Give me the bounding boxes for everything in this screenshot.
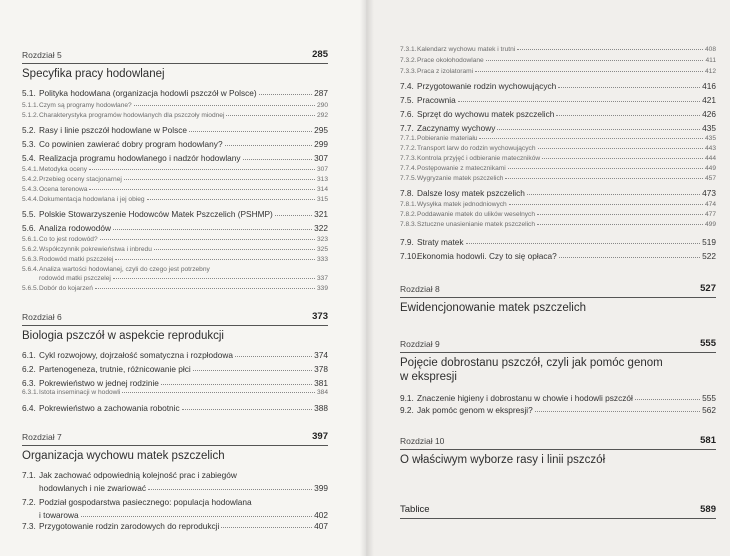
toc-entry-title: Pobieranie materiału xyxy=(417,135,478,142)
toc-entry-title: Podział gospodarstwa pasiecznego: populacja hodowlana xyxy=(39,497,252,507)
toc-entry-number: 7.5. xyxy=(400,95,414,105)
toc-entry-title: Przebieg oceny stacjonarnej xyxy=(39,176,122,183)
toc-entry-title: Pokrewieństwo w jednej rodzinie xyxy=(39,378,159,388)
toc-entry-title: Analiza rodowodów xyxy=(39,223,111,233)
toc-entry-number: 5.1.1. xyxy=(22,102,39,109)
toc-entry-title: Wygryzanie matek pszczelich xyxy=(417,175,504,182)
toc-entry-number: 7.1. xyxy=(22,470,36,480)
toc-entry-title: Prace okołohodowlane xyxy=(417,57,484,64)
toc-entry-page: 333 xyxy=(316,256,328,263)
toc-entry-page: 443 xyxy=(704,145,716,152)
chapter-page: 527 xyxy=(700,283,716,294)
toc-entry xyxy=(400,66,716,75)
toc-entry-page: 519 xyxy=(702,237,716,247)
toc-entry-page: 412 xyxy=(704,68,716,75)
chapter-title: Biologia pszczół w aspekcie reprodukcji xyxy=(22,330,224,342)
toc-entry-title: Realizacja programu hodowlanego i nadzór hodowlany xyxy=(39,153,241,163)
chapter-rule xyxy=(22,325,328,326)
toc-entry xyxy=(22,283,328,292)
toc-entry xyxy=(400,199,716,208)
toc-entry-page: 562 xyxy=(702,405,716,415)
book-gutter xyxy=(360,0,374,556)
toc-entry-page: 322 xyxy=(314,223,328,233)
toc-entry-page: 474 xyxy=(704,201,716,208)
toc-entry-page: 411 xyxy=(705,57,716,64)
toc-dot-leader xyxy=(458,101,700,102)
toc-entry xyxy=(22,152,328,163)
toc-entry-page: 339 xyxy=(316,285,328,292)
toc-dot-leader xyxy=(508,168,703,169)
toc-entry-number: 5.6.1. xyxy=(22,236,39,243)
toc-entry-title: i towarowa xyxy=(39,510,79,520)
toc-entry-page: 555 xyxy=(702,393,716,403)
toc-entry-page: 337 xyxy=(316,275,328,282)
toc-entry xyxy=(22,208,328,219)
toc-dot-leader xyxy=(542,158,703,159)
toc-entry xyxy=(400,404,716,415)
toc-entry xyxy=(400,219,716,228)
toc-entry-page: 314 xyxy=(316,186,328,193)
toc-entry-number: 7.4. xyxy=(400,81,414,91)
toc-entry-title: Współczynnik pokrewieństwa i inbredu xyxy=(39,246,152,253)
chapter-number: Rozdział 9 xyxy=(400,339,440,349)
tablice-label: Tablice xyxy=(400,504,430,515)
toc-entry-title: Kalendarz wychowu matek i trutni xyxy=(417,46,516,53)
toc-dot-leader xyxy=(148,489,312,490)
toc-entry-title: Pracownia xyxy=(417,95,456,105)
toc-dot-leader xyxy=(479,138,703,139)
toc-entry-title: Charakterystyka programów hodowlanych dla pszczoły miodnej xyxy=(39,112,225,119)
toc-entry xyxy=(400,143,716,152)
chapter-rule xyxy=(400,297,716,298)
toc-dot-leader xyxy=(235,356,312,357)
toc-entry-number: 5.4.1. xyxy=(22,166,39,173)
toc-entry xyxy=(22,138,328,149)
toc-entry-number: 7.6. xyxy=(400,109,414,119)
toc-entry-page: 449 xyxy=(704,165,716,172)
chapter-rule xyxy=(22,63,328,64)
chapter-6-header xyxy=(22,312,328,343)
toc-entry-title: Istota inseminacji w hodowli xyxy=(39,389,121,396)
toc-dot-leader xyxy=(558,87,700,88)
toc-entry-title: Czym są programy hodowlane? xyxy=(39,102,132,109)
toc-entry xyxy=(22,520,328,531)
toc-entry-page: 374 xyxy=(314,350,328,360)
toc-entry xyxy=(400,94,716,105)
toc-entry-page: 473 xyxy=(702,188,716,198)
chapter-title: Ewidencjonowanie matek pszczelich xyxy=(400,302,587,314)
toc-entry-number: 5.6. xyxy=(22,223,36,233)
toc-entry-number: 7.2. xyxy=(22,497,36,507)
toc-entry-page: 287 xyxy=(314,88,328,98)
toc-entry-title: Jak pomóc genom w ekspresji? xyxy=(417,405,533,415)
toc-entry xyxy=(22,100,328,109)
toc-entry-number: 7.3.2. xyxy=(400,57,417,64)
toc-entry-number: 7.8.2. xyxy=(400,211,417,218)
chapter-title-line-2: w ekspresji xyxy=(400,371,457,383)
toc-entry xyxy=(22,110,328,119)
toc-entry xyxy=(22,273,328,282)
toc-entry-title: Dalsze losy matek pszczelich xyxy=(417,188,525,198)
toc-entry xyxy=(22,496,328,507)
toc-entry-number: 7.3.1. xyxy=(400,46,417,53)
toc-entry-page: 522 xyxy=(702,251,716,261)
toc-entry xyxy=(22,194,328,203)
toc-entry xyxy=(400,108,716,119)
toc-dot-leader xyxy=(81,516,312,517)
toc-entry-title: Straty matek xyxy=(417,237,464,247)
toc-entry-number: 7.8. xyxy=(400,188,414,198)
chapter-7-header xyxy=(22,432,328,463)
toc-dot-leader xyxy=(497,129,700,130)
toc-entry-page: 307 xyxy=(314,153,328,163)
chapter-title: O właściwym wyborze rasy i linii pszczół xyxy=(400,454,606,466)
toc-entry-title: Co to jest rodowód? xyxy=(39,236,98,243)
toc-entry-number: 5.4.4. xyxy=(22,196,39,203)
toc-entry-page: 290 xyxy=(316,102,328,109)
chapter-rule xyxy=(400,449,716,450)
toc-entry-number: 7.7.1. xyxy=(400,135,417,142)
chapter-page: 373 xyxy=(312,311,328,322)
toc-entry xyxy=(400,236,716,247)
toc-dot-leader xyxy=(89,189,315,190)
toc-dot-leader xyxy=(113,278,315,279)
toc-dot-leader xyxy=(115,259,315,260)
toc-dot-leader xyxy=(505,178,703,179)
toc-entry xyxy=(22,349,328,360)
toc-entry-number: 5.2. xyxy=(22,125,36,135)
toc-entry-title: Przygotowanie rodzin zarodowych do reprodukcji xyxy=(39,521,220,531)
toc-entry xyxy=(22,482,328,493)
toc-dot-leader xyxy=(537,224,703,225)
toc-entry-page: 435 xyxy=(704,135,716,142)
toc-entry-title: Ekonomia hodowli. Czy to się opłaca? xyxy=(417,251,557,261)
toc-entry-page: 315 xyxy=(316,196,328,203)
toc-entry-page: 299 xyxy=(314,139,328,149)
tablice-page: 589 xyxy=(700,504,716,515)
toc-entry-number: 7.10. xyxy=(400,251,419,261)
toc-entry-title: Metodyka oceny xyxy=(39,166,88,173)
toc-entry-title: Co powinien zawierać dobry program hodowlany? xyxy=(39,139,223,149)
toc-entry xyxy=(22,184,328,193)
toc-entry-title: Dobór do kojarzeń xyxy=(39,285,93,292)
toc-entry xyxy=(400,173,716,182)
toc-entry-number: 7.9. xyxy=(400,237,414,247)
toc-entry xyxy=(400,209,716,218)
toc-entry-page: 323 xyxy=(316,236,328,243)
toc-dot-leader xyxy=(509,204,703,205)
chapter-9-header xyxy=(400,339,716,384)
toc-dot-leader xyxy=(161,384,312,385)
chapter-page: 397 xyxy=(312,431,328,442)
toc-dot-leader xyxy=(556,115,700,116)
toc-dot-leader xyxy=(100,239,315,240)
toc-entry-title: Wysyłka matek jednodniowych xyxy=(417,201,507,208)
chapter-page: 285 xyxy=(312,49,328,60)
toc-entry-page: 407 xyxy=(314,521,328,531)
toc-entry-page: 292 xyxy=(316,112,328,119)
toc-dot-leader xyxy=(113,229,312,230)
toc-entry-page: 499 xyxy=(704,221,716,228)
toc-entry-page: 325 xyxy=(316,246,328,253)
toc-entry-title: Rasy i linie pszczół hodowlane w Polsce xyxy=(39,125,188,135)
toc-dot-leader xyxy=(559,257,700,258)
toc-entry-title: Sprzęt do wychowu matek pszczelich xyxy=(417,109,555,119)
chapter-rule xyxy=(22,445,328,446)
toc-entry-page: 435 xyxy=(702,123,716,133)
chapter-page: 555 xyxy=(700,338,716,349)
toc-entry-title: Analiza wartości hodowlanej, czyli do czego jest potrzebny xyxy=(39,266,210,273)
tablice-header xyxy=(400,505,716,519)
toc-entry xyxy=(22,254,328,263)
toc-entry-page: 416 xyxy=(702,81,716,91)
chapter-rule xyxy=(400,518,716,519)
toc-entry-page: 295 xyxy=(314,125,328,135)
toc-entry-title: Polskie Stowarzyszenie Hodowców Matek Pszczelich (PSHMP) xyxy=(39,209,273,219)
toc-entry-title: Sztuczne unasienianie matek pszczelich xyxy=(417,221,536,228)
toc-entry-title: Transport larw do rodzin wychowujących xyxy=(417,145,536,152)
toc-entry-page: 421 xyxy=(702,95,716,105)
chapter-rule xyxy=(400,352,716,353)
toc-dot-leader xyxy=(89,169,315,170)
toc-dot-leader xyxy=(182,409,312,410)
toc-entry xyxy=(22,222,328,233)
toc-entry xyxy=(400,250,716,261)
chapter-5-header xyxy=(22,50,328,81)
toc-entry-number: 5.6.4. xyxy=(22,266,39,273)
toc-entry-number: 7.7.4. xyxy=(400,165,417,172)
toc-entry xyxy=(22,164,328,173)
toc-entry xyxy=(22,387,328,396)
toc-entry-number: 6.2. xyxy=(22,364,36,374)
toc-entry-page: 402 xyxy=(314,510,328,520)
toc-entry-title: Pokrewieństwo a zachowania robotnic xyxy=(39,403,180,413)
chapter-number: Rozdział 10 xyxy=(400,436,445,446)
toc-entry-title: Dokumentacja hodowlana i jej obieg xyxy=(39,196,145,203)
chapter-page: 581 xyxy=(700,435,716,446)
toc-entry xyxy=(400,392,716,403)
chapter-number: Rozdział 8 xyxy=(400,284,440,294)
chapter-number: Rozdział 7 xyxy=(22,432,62,442)
toc-entry-number: 5.3. xyxy=(22,139,36,149)
toc-entry-page: 477 xyxy=(704,211,716,218)
toc-entry-page: 378 xyxy=(314,364,328,374)
toc-entry-page: 313 xyxy=(316,176,328,183)
toc-dot-leader xyxy=(537,214,703,215)
toc-entry-title: hodowlanych i nie zwariować xyxy=(39,483,146,493)
toc-entry-title: Ocena terenowa xyxy=(39,186,88,193)
toc-entry-page: 381 xyxy=(314,378,328,388)
toc-entry xyxy=(400,187,716,198)
toc-dot-leader xyxy=(189,131,312,132)
toc-dot-leader xyxy=(466,243,701,244)
toc-entry-number: 7.7. xyxy=(400,123,414,133)
toc-entry xyxy=(400,122,716,133)
toc-dot-leader xyxy=(517,49,703,50)
toc-dot-leader xyxy=(538,148,703,149)
toc-entry xyxy=(22,234,328,243)
toc-entry-number: 9.1. xyxy=(400,393,414,403)
toc-entry-title: Postępowanie z matecznikami xyxy=(417,165,506,172)
chapter-number: Rozdział 6 xyxy=(22,312,62,322)
toc-entry xyxy=(22,363,328,374)
toc-entry xyxy=(400,44,716,53)
toc-entry-page: 399 xyxy=(314,483,328,493)
toc-entry-title: Cykl rozwojowy, dojrzałość somatyczna i rozpłodowa xyxy=(39,350,233,360)
toc-dot-leader xyxy=(527,194,700,195)
toc-entry-page: 444 xyxy=(704,155,716,162)
toc-entry-number: 5.6.5. xyxy=(22,285,39,292)
toc-entry-page: 408 xyxy=(704,46,716,53)
toc-dot-leader xyxy=(475,71,703,72)
toc-entry-number: 7.8.1. xyxy=(400,201,417,208)
toc-entry-page: 384 xyxy=(316,389,328,396)
toc-entry xyxy=(400,55,716,64)
toc-entry xyxy=(22,402,328,413)
toc-entry-number: 5.6.3. xyxy=(22,256,39,263)
toc-entry-number: 5.4.2. xyxy=(22,176,39,183)
toc-dot-leader xyxy=(486,60,704,61)
toc-dot-leader xyxy=(635,399,700,400)
toc-entry-number: 5.6.2. xyxy=(22,246,39,253)
toc-dot-leader xyxy=(95,288,315,289)
toc-entry-page: 388 xyxy=(314,403,328,413)
toc-entry-number: 7.7.3. xyxy=(400,155,417,162)
toc-entry-number: 7.8.3. xyxy=(400,221,417,228)
toc-dot-leader xyxy=(221,527,312,528)
toc-entry-number: 7.3.3. xyxy=(400,68,417,75)
toc-dot-leader xyxy=(535,411,700,412)
toc-entry-title: Partenogeneza, trutnie, różnicowanie płci xyxy=(39,364,191,374)
toc-entry-page: 457 xyxy=(704,175,716,182)
toc-entry-title: Znaczenie higieny i dobrostanu w chowie i hodowli pszczół xyxy=(417,393,633,403)
toc-dot-leader xyxy=(154,249,315,250)
toc-entry-title: Zaczynamy wychowy xyxy=(417,123,496,133)
toc-dot-leader xyxy=(275,215,312,216)
toc-dot-leader xyxy=(193,370,312,371)
chapter-title: Specyfika pracy hodowlanej xyxy=(22,68,165,80)
toc-entry-number: 7.7.5. xyxy=(400,175,417,182)
chapter-title: Organizacja wychowu matek pszczelich xyxy=(22,450,225,462)
toc-dot-leader xyxy=(226,115,315,116)
toc-entry-title: Przygotowanie rodzin wychowujących xyxy=(417,81,557,91)
toc-dot-leader xyxy=(124,179,315,180)
toc-dot-leader xyxy=(243,159,313,160)
chapter-number: Rozdział 5 xyxy=(22,50,62,60)
toc-entry xyxy=(400,80,716,91)
toc-entry xyxy=(22,124,328,135)
toc-entry-number: 5.4.3. xyxy=(22,186,39,193)
toc-entry-page: 426 xyxy=(702,109,716,119)
toc-entry xyxy=(22,87,328,98)
toc-entry xyxy=(22,509,328,520)
toc-entry xyxy=(400,133,716,142)
toc-entry xyxy=(400,153,716,162)
toc-entry xyxy=(22,469,328,480)
toc-entry-title: Praca z izolatorami xyxy=(417,68,474,75)
toc-entry-title: Polityka hodowlana (organizacja hodowli pszczół w Polsce) xyxy=(39,88,257,98)
toc-entry-page: 307 xyxy=(316,166,328,173)
toc-entry-number: 7.7.2. xyxy=(400,145,417,152)
toc-dot-leader xyxy=(134,105,315,106)
toc-entry-number: 5.4. xyxy=(22,153,36,163)
toc-entry-title: Rodowód matki pszczelej xyxy=(39,256,114,263)
toc-dot-leader xyxy=(259,94,312,95)
toc-entry-title: Poddawanie matek do ulików weselnych xyxy=(417,211,536,218)
chapter-8-header xyxy=(400,284,716,315)
toc-entry-number: 5.1. xyxy=(22,88,36,98)
toc-entry-number: 6.3.1. xyxy=(22,389,39,396)
toc-dot-leader xyxy=(122,392,315,393)
toc-entry-number: 6.4. xyxy=(22,403,36,413)
toc-entry-number: 6.3. xyxy=(22,378,36,388)
toc-entry-number: 5.1.2. xyxy=(22,112,39,119)
toc-entry-title: Jak zachować odpowiednią kolejność prac i zabiegów xyxy=(39,470,237,480)
toc-dot-leader xyxy=(225,145,313,146)
toc-entry-title: rodowód matki pszczelej xyxy=(39,275,111,282)
toc-entry xyxy=(22,264,328,273)
toc-entry-number: 6.1. xyxy=(22,350,36,360)
toc-entry xyxy=(22,174,328,183)
toc-entry-number: 5.5. xyxy=(22,209,36,219)
toc-entry xyxy=(22,244,328,253)
toc-dot-leader xyxy=(147,199,315,200)
toc-entry-number: 7.3. xyxy=(22,521,36,531)
chapter-10-header xyxy=(400,436,716,467)
toc-entry-number: 9.2. xyxy=(400,405,414,415)
toc-entry-page: 321 xyxy=(314,209,328,219)
toc-entry-title: Kontrola przyjęć i odbieranie mateczników xyxy=(417,155,541,162)
toc-entry xyxy=(400,163,716,172)
chapter-title-line-1: Pojęcie dobrostanu pszczół, czyli jak pomóc genom xyxy=(400,357,663,369)
